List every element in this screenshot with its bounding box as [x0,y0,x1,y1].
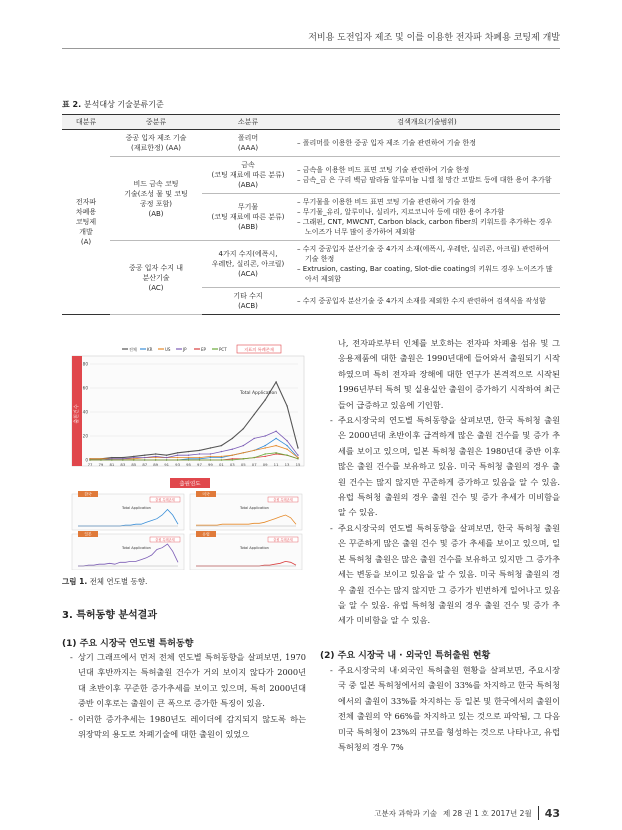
page-footer [374,806,560,820]
paragraph: - 주요시장국의 내·외국인 특허출원 현황을 살펴보면, 주요시장국 중 일본 특허청에서의 출원이 33%를 차지하고 한국 특허청에서의 출원이 33%를 차지하는 등 일본 및 한국에서의 출원이 전체 출원의 약 66%를 차지하고 있는 것으로 파악됨, 그 다음 미국 특허청이 23%의 규모를 형성하는 것으로 나타나고, 유럽 특허청의 경우 7% [330,665,560,753]
x-tick-label: 77 [87,462,93,467]
scope-line: – 수지 중공입자 분산기술 중 4가지 소재(에폭시, 우레탄, 실리콘, 아크릴) 관련하여 기술 한정 [297,245,549,263]
country-panel [190,531,302,570]
data-point [188,459,189,460]
data-point [133,456,134,457]
scope-line: – 금속을 이용한 비드 표면 코팅 기술 관련하여 기술 한정 [297,166,470,174]
data-point [210,447,211,448]
data-point [254,414,255,415]
running-header: 저비용 도전입자 제조 및 이를 이용한 전자파 차폐용 코팅제 개발 [308,33,560,43]
data-point [188,451,189,452]
data-point [254,450,255,451]
paragraph: - 주요시장국의 연도별 특허동향을 살펴보면, 한국 특허청 출원은 2000년대 초반이후 급격하게 많은 출원 건수를 및 증가 추세를 보이고 있으며, 일본 특허청 출원은 1980년대 중반 이후 많은 출원 건수를 보유하고 있음. 미국 특허청 출원의 경우 출원 건수는 많지 않지만 꾸준하게 증가하고 있음을 알 수 있음. 유럽 특허청 출원의 경우 출원 건수 및 증가 추세가 미비함을 알 수 있음. [330,415,560,518]
data-point [210,459,211,460]
x-tick-label: 99 [207,462,213,467]
data-point [166,459,167,460]
country-panel [72,491,184,530]
data-point [199,450,200,451]
mid-line: 중공 입자 수지 내 [128,263,183,272]
main-annotation: Total Application [240,391,278,396]
data-point [210,457,211,458]
panel-title: 유럽 [202,531,210,537]
x-tick-label: 85 [131,462,137,467]
journal-volume: 제 28 권 1 호 2017년 2월 [442,808,532,818]
scope-cell [294,157,560,194]
main-chart-frame [72,356,304,466]
y-tick-label: 40 [82,409,88,415]
data-point [232,438,233,439]
data-point [275,453,276,454]
page-number: 43 [544,806,560,820]
data-point [199,458,200,459]
x-tick-label: 05 [240,462,246,467]
sub-line: 금속 [241,161,255,169]
right-column-text [330,336,560,629]
data-point [232,458,233,459]
minor-category-cell [202,130,294,157]
data-point [133,459,134,460]
data-point [210,453,211,454]
scope-cell [294,194,560,241]
paragraph-continued [330,336,560,413]
data-point [243,458,244,459]
mid-line: 중공 입자 제조 기술 [125,134,187,142]
major-category-cell [62,130,110,315]
x-tick-label: 83 [120,462,126,467]
x-tick-label: 09 [262,462,268,467]
country-panel [190,491,302,530]
data-point [264,447,265,448]
data-point [254,438,255,439]
x-tick-label: 81 [109,462,115,467]
data-point [155,456,156,457]
header-major: 대분류 [62,115,110,130]
sub-line: 무기물 [237,203,259,211]
y-tick-label: 60 [82,385,88,391]
data-point [264,453,265,454]
note-label: 지표의 특례존재 [244,347,274,352]
data-point [264,456,265,457]
major-line: (A) [80,238,92,246]
scope-cell [294,130,560,157]
paragraph-text: 주요시장국의 내·외국인 특허출원 현황을 살펴보면, 주요시장국 중 일본 특허청에서의 출원이 33%를 차지하고 한국 특허청에서의 출원이 33%를 차지하는 등 일본 및 한국에서의 출원이 전체 출원의 약 66%를 차지하고 있는 것으로 파악됨, 그 다음 미국 특허청이 23%의 규모를 형성하는 것으로 나타나고, 유럽 특허청의 경우 7% [338,665,560,753]
sub-line: (코팅 재료에 따른 분류) [211,213,285,221]
table-caption-number: 표 2. [62,100,82,109]
x-tick-label: 01 [218,462,224,467]
data-point [177,455,178,456]
data-point [275,381,276,382]
data-point [232,449,233,450]
mid-line: 공정 포함) [139,199,172,208]
data-point [264,399,265,400]
data-point [243,428,244,429]
paragraph: - 주요시장국의 연도별 특허동향을 살펴보면, 한국 특허청 출원은 꾸준하게 많은 출원 건수 및 증가 추세를 보이고 있으며, 일본 특허청 출원은 많은 출원 건수를 보유하고 있지만 그 증가추세는 변동을 보이고 있음을 알 수 있음. 미국 특허청 출원의 경우 출원 건수는 많지 않지만 그 증가가 빈번하게 일어나고 있음을 알 수 있음. 유럽 특허청 출원의 경우 출원 건수 및 증가 추세가 미비함을 알 수 있음. [330,522,560,626]
mid-line: 기술(조성 물 및 코팅 [124,189,188,198]
table-caption [62,99,164,110]
data-point [144,455,145,456]
scope-line: – 그래핀, CNT, MWCNT, Carbon black, carbon fiber의 키워드를 추가하는 경우 노이즈가 너무 많이 증가하여 제외함 [297,218,553,236]
sub-line: (ACA) [238,270,258,278]
x-tick-label: 13 [284,462,290,467]
data-point [286,449,287,450]
sub-line: (ABB) [238,223,258,231]
data-point [144,457,145,458]
y-tick-label: 20 [82,433,88,439]
scope-line: – 수지 중공입자 분산기술 중 4가지 소재를 제외한 수지 관련하여 검색식을 작성함 [297,297,546,305]
panel-badge-label: 출원 특례존재 [155,497,175,502]
data-point [275,452,276,453]
panel-badge-label: 출원 특례존재 [273,497,293,502]
data-point [286,405,287,406]
major-line: 코팅제 [75,218,97,226]
x-tick-label: 87 [142,462,148,467]
figure-caption [62,576,147,587]
middle-category-cell [110,241,202,315]
data-point [199,459,200,460]
legend-label: US [165,347,171,352]
subsection-1-title: (1) 주요 시장국 연도별 특허동향 [62,639,194,649]
data-point [133,457,134,458]
scope-line: – 무기물을 이용한 비드 표면 코팅 기술 관련하여 기술 한정 [297,198,477,206]
mid-line: (AB) [148,209,164,218]
data-point [221,451,222,452]
x-tick-label: 93 [175,462,181,467]
paragraph-text: 주요시장국의 연도별 특허동향을 살펴보면, 한국 특허청 출원은 꾸준하게 많은 출원 건수 및 증가 추세를 보이고 있으며, 일본 특허청 출원은 많은 출원 건수를 보유하고 있지만 그 증가추세는 변동을 보이고 있음을 알 수 있음. 미국 특허청 출원의 경우 출원 건수는 많지 않지만 그 증가가 빈번하게 일어나고 있음을 알 수 있음. 유럽 특허청 출원의 경우 출원 건수 및 증가 추세가 미비함을 알 수 있음. [338,522,560,626]
data-point [89,458,90,459]
data-point [232,459,233,460]
main-xlabel: 출원연도 [179,481,201,488]
sub-line: (ABA) [238,181,258,189]
data-point [221,459,222,460]
scope-line: – Extrusion, casting, Bar coating, Slot-die coating의 키워드 경우 노이즈가 많아서 제외함 [297,265,553,283]
sub-line: 우레탄, 실리콘, 아크릴) [211,260,285,268]
mid-line: 비드 금속 코팅 [133,179,179,188]
data-point [100,458,101,459]
x-tick-label: 97 [197,462,202,467]
data-point [210,456,211,457]
figure-caption-number: 그림 1. [62,577,88,586]
x-tick-label: 15 [295,462,301,467]
data-point [166,455,167,456]
mid-line: 분산기술 [142,273,170,282]
data-point [275,431,276,432]
sub-line: 폴리머 [237,134,259,142]
legend-label: PCT [219,347,227,352]
legend-label: EP [201,347,206,352]
major-line: 차폐용 [75,208,97,216]
panel-title: 일본 [84,531,92,537]
panel-annotation: Total Application [122,506,151,510]
left-column-text [70,650,306,742]
scope-cell [294,241,560,288]
data-point [286,445,287,446]
x-tick-label: 11 [273,462,279,467]
minor-category-cell [202,288,294,315]
data-point [199,453,200,454]
y-tick-label: 80 [82,361,88,367]
paragraph: - 이러한 증가추세는 1980년도 레이더에 감지되지 않도록 하는 위장막의 용도로 차폐기술에 대한 출원이 있었으 [70,713,306,740]
scope-cell [294,288,560,315]
data-point [133,458,134,459]
figure-caption-text: 전체 연도별 동향. [89,577,148,586]
data-point [221,457,222,458]
table-row [62,157,560,194]
panel-annotation: Total Application [240,546,269,550]
sub-line: 4가지 수지(에폭시, [218,250,278,258]
data-point [221,456,222,457]
middle-category-cell [110,130,202,157]
table-caption-text: 분석대상 기술분류기준 [83,100,164,109]
panel-title: 미국 [202,491,210,497]
footer-divider [538,806,539,820]
figure-1 [62,334,308,570]
scope-line: – 폴리머를 이용한 중공 입자 제조 기술 관련하여 기술 한정 [297,139,477,147]
data-point [286,455,287,456]
header-minor: 소분류 [202,115,294,130]
data-point [100,459,101,460]
data-point [188,458,189,459]
journal-name: 고분자 과학과 기술 [374,808,437,818]
data-point [111,458,112,459]
header-rule [62,48,560,49]
panel-annotation: Total Application [240,506,269,510]
data-point [155,457,156,458]
section-3-title: 3. 특허동향 분석결과 [62,610,157,621]
scope-line: – 금속_금 은 구리 백금 팔라듐 알루미늄 니켈 철 망간 코발트 등에 대한 용어 추가함 [297,176,552,184]
subsection-2-title: (2) 주요 시장국 내 · 외국인 특허출원 현황 [320,651,491,661]
data-point [155,453,156,454]
data-point [243,445,244,446]
sub-line: 기타 수지 [233,292,263,300]
data-point [111,459,112,460]
scope-line: – 무기물_유리, 알루미나, 실리카, 지르코니아 등에 대한 용어 추가함 [297,208,505,216]
data-point [254,457,255,458]
table-row [62,130,560,157]
mid-line: (AC) [148,283,164,292]
paragraph-text: 상기 그래프에서 먼저 전체 연도별 특허동향을 살펴보면, 1970년대 후반까지는 특허출원 건수가 거의 보이지 않다가 2000년대 초반이후 꾸준한 증가추세를 보이고 있으며, 특히 2000년대 중반 이후로는 출원이 큰 폭으로 증가한 특징이 있음. [78,652,306,709]
data-point [177,459,178,460]
data-point [188,455,189,456]
classification-table [62,114,560,315]
sub-line: (코팅 재료에 따른 분류) [211,171,285,179]
paragraph-text: 나, 전자파로부터 인체를 보호하는 전자파 차폐용 섬유 및 그 응용제품에 대한 출원은 1990년대에 들어와서 출원되기 시작하였으며 특히 전자파 장해에 대한 연구가 본격적으로 시작된 1996년부터 특허 및 실용실안 출원이 증가하기 시작하여 최근 들어 급증하고 있음에 기인함. [338,338,560,410]
x-tick-label: 79 [98,462,104,467]
data-point [177,457,178,458]
x-tick-label: 91 [164,462,170,467]
data-point [232,455,233,456]
data-point [275,438,276,439]
data-point [177,452,178,453]
x-tick-label: 89 [153,462,159,467]
data-point [89,459,90,460]
figure-1-svg [62,334,308,570]
data-point [122,459,123,460]
data-point [122,458,123,459]
sub-line: (ACB) [238,302,258,310]
data-point [297,455,298,456]
legend-label: 전체 [129,347,137,352]
paragraph-text: 이러한 증가추세는 1980년도 레이더에 감지되지 않도록 하는 위장막의 용도로 차폐기술에 대한 출원이 있었으 [78,713,306,740]
data-point [221,445,222,446]
country-panel [72,531,184,570]
legend-label: KR [147,347,153,352]
x-tick-label: 95 [186,462,191,467]
panel-title: 한국 [84,491,92,497]
panel-badge-label: 출원 특례존재 [155,537,175,542]
major-line: 전자파 [75,198,97,206]
data-point [243,452,244,453]
middle-category-cell [110,157,202,241]
data-point [275,445,276,446]
data-point [155,459,156,460]
table-header-row [62,115,560,130]
x-tick-label: 07 [251,462,257,467]
data-point [199,457,200,458]
data-point [297,447,298,448]
legend-label: JP [183,347,187,352]
data-point [166,457,167,458]
data-point [264,435,265,436]
data-point [297,457,298,458]
minor-category-cell [202,194,294,241]
header-middle: 중분류 [110,115,202,130]
x-tick-label: 03 [229,462,235,467]
sub-line: (AAA) [237,144,259,152]
minor-category-cell [202,157,294,194]
table-row [62,241,560,288]
panel-badge-label: 출원 특례존재 [273,537,293,542]
data-point [111,457,112,458]
panel-annotation: Total Application [122,546,151,550]
paragraph-text: 주요시장국의 연도별 특허동향을 살펴보면, 한국 특허청 출원은 2000년대 초반이후 급격하게 많은 출원 건수를 및 증가 추세를 보이고 있으며, 일본 특허청 출원은 1980년대 중반 이후 많은 출원 건수를 보유하고 있음. 미국 특허청 출원의 경우 출원 건수는 많지 않지만 꾸준하게 증가하고 있음을 알 수 있음. 유럽 특허청 출원의 경우 출원 건수 및 증가 추세가 미비함을 알 수 있음. [338,415,560,518]
mid-line: (재료한정) (AA) [131,144,181,152]
y-tick-label: 0 [85,457,88,463]
data-point [122,457,123,458]
minor-category-cell [202,241,294,288]
main-ylabel: 출원건수 [74,404,80,424]
data-point [188,457,189,458]
header-scope: 검색개요(기술범위) [294,115,560,130]
data-point [286,440,287,441]
data-point [297,458,298,459]
major-line: 개발 [79,228,93,236]
data-point [264,445,265,446]
right-column-text-2 [330,663,560,755]
paragraph: - 상기 그래프에서 먼저 전체 연도별 특허동향을 살펴보면, 1970년대 후반까지는 특허출원 건수가 거의 보이지 않다가 2000년대 초반이후 꾸준한 증가추세를 보이고 있으며, 특히 2000년대 중반 이후로는 출원이 큰 폭으로 증가한 특징이 있음. [70,652,306,709]
data-point [144,459,145,460]
